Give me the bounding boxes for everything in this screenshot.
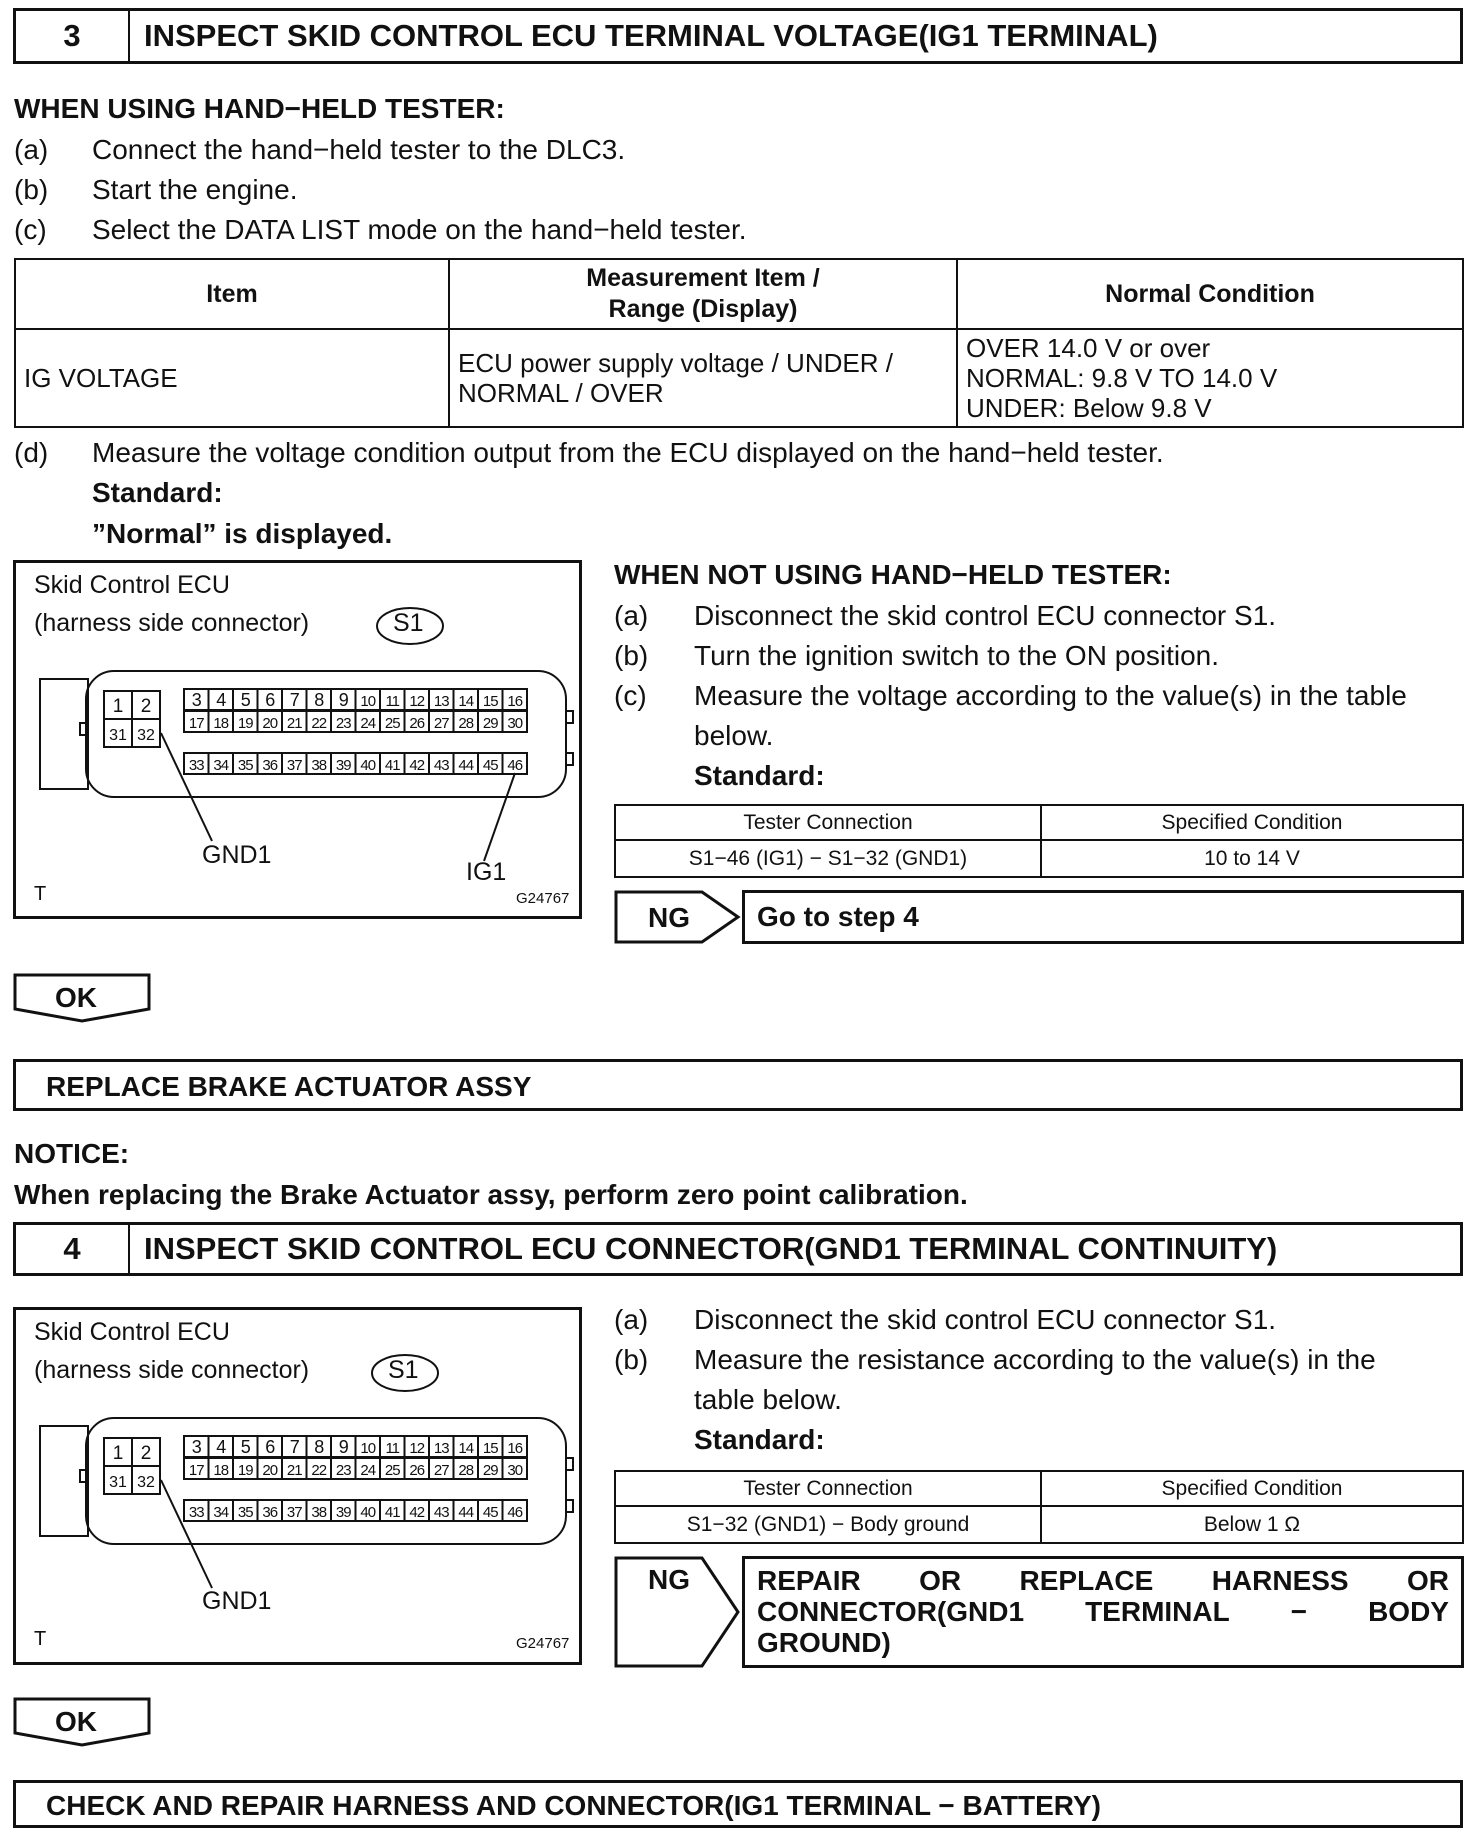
ok-label-step4: OK bbox=[55, 1706, 97, 1737]
ng-result-step3: Go to step 4 bbox=[742, 890, 1464, 944]
col-item: Item bbox=[15, 259, 449, 329]
pin-number: 33 bbox=[188, 1504, 204, 1521]
pin-number: 36 bbox=[262, 757, 278, 774]
pin-number: 44 bbox=[458, 1504, 474, 1521]
no-tester-c-text2: below. bbox=[694, 720, 774, 751]
figure-title-line2: (harness side connector) bbox=[34, 1356, 310, 1384]
pin-number: 1 bbox=[112, 696, 124, 717]
step3-b-marker: (b) bbox=[14, 174, 49, 205]
pin-number: 23 bbox=[335, 715, 351, 732]
pin-number: 40 bbox=[360, 1504, 376, 1521]
pin-number: 37 bbox=[286, 757, 302, 774]
pin-number: 24 bbox=[360, 1462, 376, 1479]
pin-number: 15 bbox=[482, 693, 498, 710]
connector-diagram bbox=[16, 1310, 579, 1662]
standard-value: ”Normal” is displayed. bbox=[92, 518, 393, 549]
pin-number: 35 bbox=[237, 757, 253, 774]
figure-title-line1: Skid Control ECU bbox=[34, 1318, 230, 1346]
data-list-table bbox=[14, 258, 1464, 428]
figure-id: G24767 bbox=[516, 890, 570, 907]
ok-result-step4: CHECK AND REPAIR HARNESS AND CONNECTOR(IG1 TERMINAL − BATTERY) bbox=[13, 1780, 1463, 1828]
step3-d-marker: (d) bbox=[14, 437, 49, 468]
pin-number: 44 bbox=[458, 757, 474, 774]
step3-a-text: Connect the hand−held tester to the DLC3. bbox=[92, 134, 626, 165]
pin-number: 18 bbox=[213, 715, 229, 732]
step4-a-marker: (a) bbox=[614, 1304, 649, 1335]
pin-number: 36 bbox=[262, 1504, 278, 1521]
ig1-label: IG1 bbox=[466, 858, 507, 886]
pin-number: 46 bbox=[507, 757, 523, 774]
spec-cell-connection: S1−32 (GND1) − Body ground bbox=[615, 1506, 1041, 1543]
pin-number: 6 bbox=[265, 690, 275, 710]
figure-id: G24767 bbox=[516, 1635, 570, 1652]
gnd1-label: GND1 bbox=[202, 1587, 272, 1615]
pin-number: 10 bbox=[360, 1440, 376, 1457]
pin-number: 39 bbox=[335, 757, 351, 774]
pin-number: 5 bbox=[240, 1437, 250, 1457]
pin-number: 17 bbox=[188, 715, 204, 732]
pin-number: 7 bbox=[289, 690, 299, 710]
step4-b-marker: (b) bbox=[614, 1344, 649, 1375]
figure-title-line2: (harness side connector) bbox=[34, 609, 310, 637]
pin-number: 2 bbox=[140, 696, 152, 717]
pin-number: 15 bbox=[482, 1440, 498, 1457]
pin-number: 22 bbox=[311, 1462, 327, 1479]
pin-number: 26 bbox=[409, 715, 425, 732]
pin-number: 16 bbox=[507, 1440, 523, 1457]
pin-number: 42 bbox=[409, 1504, 425, 1521]
step4-b-text2: table below. bbox=[694, 1384, 842, 1415]
spec-col-connection: Tester Connection bbox=[615, 1471, 1041, 1506]
step3-header bbox=[13, 8, 1463, 64]
pin-number: 8 bbox=[314, 1437, 324, 1457]
pin-number: 34 bbox=[213, 757, 229, 774]
notice-text: When replacing the Brake Actuator assy, perform zero point calibration. bbox=[14, 1179, 968, 1210]
gnd1-leader-line bbox=[161, 1480, 212, 1588]
no-tester-c-marker: (c) bbox=[614, 680, 647, 711]
connector-latch bbox=[566, 753, 573, 765]
pin-number: 7 bbox=[289, 1437, 299, 1457]
no-tester-heading: WHEN NOT USING HAND−HELD TESTER: bbox=[614, 559, 1172, 590]
spec-col-connection: Tester Connection bbox=[615, 805, 1041, 840]
pin-number: 41 bbox=[384, 1504, 400, 1521]
standard-label-2: Standard: bbox=[694, 760, 825, 791]
pin-number: 37 bbox=[286, 1504, 302, 1521]
step3-a-marker: (a) bbox=[14, 134, 49, 165]
col-normal-condition: Normal Condition bbox=[957, 259, 1463, 329]
pin-number: 27 bbox=[433, 715, 449, 732]
pin-number: 19 bbox=[237, 1462, 253, 1479]
pin-number: 26 bbox=[409, 1462, 425, 1479]
pin-number: 14 bbox=[458, 693, 474, 710]
gnd1-label: GND1 bbox=[202, 841, 272, 869]
pin-number: 34 bbox=[213, 1504, 229, 1521]
corner-letter: T bbox=[34, 1628, 47, 1650]
step4-a-text: Disconnect the skid control ECU connector S1. bbox=[694, 1304, 1277, 1335]
pin-number: 21 bbox=[286, 1462, 302, 1479]
ng-label-step4: NG bbox=[648, 1564, 690, 1595]
pin-number: 10 bbox=[360, 693, 376, 710]
pin-number: 27 bbox=[433, 1462, 449, 1479]
pin-number: 30 bbox=[507, 1462, 523, 1479]
pin-number: 43 bbox=[433, 1504, 449, 1521]
pin-number: 14 bbox=[458, 1440, 474, 1457]
ecu-connector-figure-2 bbox=[13, 1307, 582, 1665]
pin-number: 24 bbox=[360, 715, 376, 732]
pin-number: 23 bbox=[335, 1462, 351, 1479]
pin-number: 22 bbox=[311, 715, 327, 732]
step4-standard-label: Standard: bbox=[694, 1424, 825, 1455]
pin-number: 20 bbox=[262, 715, 278, 732]
spec-cell-condition: Below 1 Ω bbox=[1041, 1506, 1463, 1543]
pin-number: 46 bbox=[507, 1504, 523, 1521]
pin-number: 31 bbox=[109, 727, 127, 744]
cell-measurement: ECU power supply voltage / UNDER / NORMAL / OVER bbox=[449, 329, 957, 427]
connector-latch bbox=[566, 711, 573, 723]
connector-latch bbox=[566, 1458, 573, 1470]
pin-number: 33 bbox=[188, 757, 204, 774]
step3-c-text: Select the DATA LIST mode on the hand−held tester. bbox=[92, 214, 747, 245]
pin-number: 12 bbox=[409, 1440, 425, 1457]
corner-letter: T bbox=[34, 883, 47, 905]
step3-number: 3 bbox=[16, 11, 130, 61]
pin-number: 18 bbox=[213, 1462, 229, 1479]
notice-label: NOTICE: bbox=[14, 1138, 130, 1169]
pin-number: 31 bbox=[109, 1474, 127, 1491]
pin-number: 45 bbox=[482, 1504, 498, 1521]
pin-number: 39 bbox=[335, 1504, 351, 1521]
step3-b-text: Start the engine. bbox=[92, 174, 298, 205]
pin-number: 19 bbox=[237, 715, 253, 732]
pin-number: 6 bbox=[265, 1437, 275, 1457]
pin-number: 32 bbox=[137, 1474, 155, 1491]
pin-number: 13 bbox=[433, 693, 449, 710]
gnd1-leader-line bbox=[161, 733, 212, 841]
spec-table-step3 bbox=[614, 804, 1464, 878]
pin-number: 9 bbox=[338, 690, 348, 710]
step3-title: INSPECT SKID CONTROL ECU TERMINAL VOLTAGE(IG1 TERMINAL) bbox=[144, 18, 1158, 53]
pin-number: 3 bbox=[191, 1437, 201, 1457]
pin-number: 8 bbox=[314, 690, 324, 710]
pin-number: 28 bbox=[458, 715, 474, 732]
pin-number: 1 bbox=[112, 1443, 124, 1464]
pin-number: 20 bbox=[262, 1462, 278, 1479]
pin-number: 32 bbox=[137, 727, 155, 744]
pin-number: 11 bbox=[385, 1440, 400, 1457]
spec-cell-connection: S1−46 (IG1) − S1−32 (GND1) bbox=[615, 840, 1041, 877]
spec-cell-condition: 10 to 14 V bbox=[1041, 840, 1463, 877]
tester-heading: WHEN USING HAND−HELD TESTER: bbox=[14, 93, 505, 124]
pin-number: 38 bbox=[311, 757, 327, 774]
pin-number: 4 bbox=[216, 690, 226, 710]
step3-d-text: Measure the voltage condition output from the ECU displayed on the hand−held tester. bbox=[92, 437, 1164, 468]
pin-number: 30 bbox=[507, 715, 523, 732]
step4-title: INSPECT SKID CONTROL ECU CONNECTOR(GND1 TERMINAL CONTINUITY) bbox=[144, 1231, 1278, 1266]
spec-col-condition: Specified Condition bbox=[1041, 1471, 1463, 1506]
col-measurement: Measurement Item / Range (Display) bbox=[449, 259, 957, 329]
pin-number: 29 bbox=[482, 1462, 498, 1479]
ig1-leader-line bbox=[484, 773, 515, 861]
pin-number: 28 bbox=[458, 1462, 474, 1479]
pin-number: 3 bbox=[191, 690, 201, 710]
step4-header bbox=[13, 1222, 1463, 1276]
pin-number: 40 bbox=[360, 757, 376, 774]
pin-number: 25 bbox=[384, 715, 400, 732]
pin-number: 35 bbox=[237, 1504, 253, 1521]
step4-number: 4 bbox=[16, 1225, 130, 1273]
pin-number: 43 bbox=[433, 757, 449, 774]
no-tester-a-text: Disconnect the skid control ECU connector S1. bbox=[694, 600, 1277, 631]
spec-col-condition: Specified Condition bbox=[1041, 805, 1463, 840]
ng-result-line2: CONNECTOR(GND1 TERMINAL − BODY bbox=[757, 1596, 1449, 1627]
pin-number: 45 bbox=[482, 757, 498, 774]
no-tester-a-marker: (a) bbox=[614, 600, 649, 631]
pin-number: 13 bbox=[433, 1440, 449, 1457]
pin-number: 9 bbox=[338, 1437, 348, 1457]
step3-c-marker: (c) bbox=[14, 214, 47, 245]
ng-result-step4 bbox=[742, 1556, 1464, 1668]
ng-result-line3: GROUND) bbox=[757, 1627, 891, 1658]
cell-normal-condition: OVER 14.0 V or over NORMAL: 9.8 V TO 14.0 V UNDER: Below 9.8 V bbox=[957, 329, 1463, 427]
ok-result-step3: REPLACE BRAKE ACTUATOR ASSY bbox=[13, 1059, 1463, 1111]
pin-number: 38 bbox=[311, 1504, 327, 1521]
ok-label-step3: OK bbox=[55, 982, 97, 1013]
figure-title-line1: Skid Control ECU bbox=[34, 571, 230, 599]
connector-latch bbox=[566, 1500, 573, 1512]
no-tester-b-text: Turn the ignition switch to the ON position. bbox=[694, 640, 1219, 671]
pin-number: 42 bbox=[409, 757, 425, 774]
pin-number: 5 bbox=[240, 690, 250, 710]
pin-number: 4 bbox=[216, 1437, 226, 1457]
no-tester-c-text: Measure the voltage according to the value(s) in the table bbox=[694, 680, 1407, 711]
pin-number: 2 bbox=[140, 1443, 152, 1464]
ng-result-line1: REPAIR OR REPLACE HARNESS OR bbox=[757, 1565, 1449, 1596]
pin-number: 11 bbox=[385, 693, 400, 710]
ecu-connector-figure-1 bbox=[13, 560, 582, 919]
ng-label-step3: NG bbox=[648, 902, 690, 933]
pin-number: 16 bbox=[507, 693, 523, 710]
connector-id-label: S1 bbox=[388, 1356, 419, 1384]
pin-number: 21 bbox=[286, 715, 302, 732]
pin-number: 25 bbox=[384, 1462, 400, 1479]
step4-b-text: Measure the resistance according to the value(s) in the bbox=[694, 1344, 1376, 1375]
standard-label: Standard: bbox=[92, 477, 223, 508]
pin-number: 41 bbox=[384, 757, 400, 774]
pin-number: 29 bbox=[482, 715, 498, 732]
pin-number: 12 bbox=[409, 693, 425, 710]
connector-id-label: S1 bbox=[393, 609, 424, 637]
pin-number: 17 bbox=[188, 1462, 204, 1479]
spec-table-step4 bbox=[614, 1470, 1464, 1544]
cell-item: IG VOLTAGE bbox=[15, 329, 449, 427]
no-tester-b-marker: (b) bbox=[614, 640, 649, 671]
